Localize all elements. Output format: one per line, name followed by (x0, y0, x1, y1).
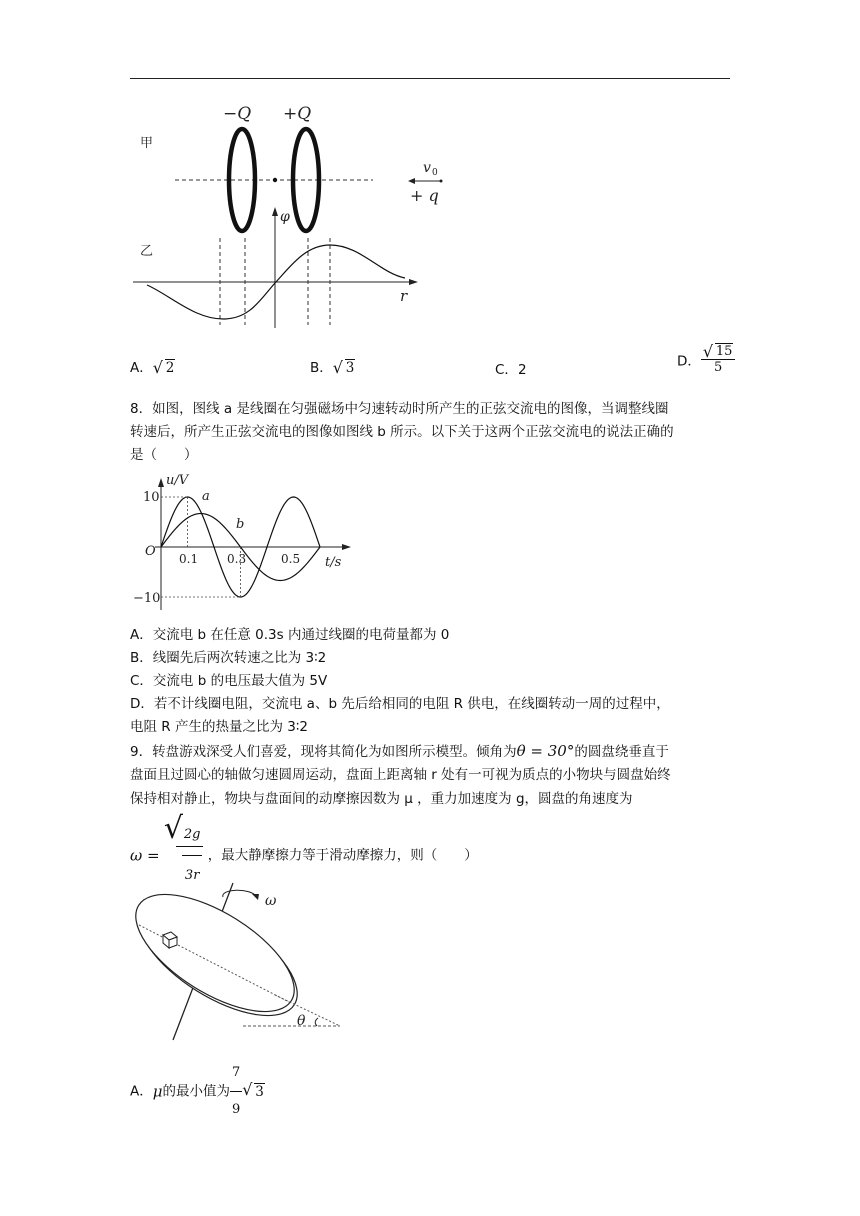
q8-stem-line2: 转速后，所产生正弦交流电的图像如图线 b 所示。以下关于这两个正弦交流电的说法正确的 (130, 424, 674, 440)
label-v0: v (423, 160, 431, 176)
q7-option-a[interactable]: A． √ 2 (130, 358, 175, 377)
q8-option-a[interactable]: A．交流电 b 在任意 0.3s 内通过线圈的电荷量都为 0 (130, 627, 450, 643)
q9-stem-line4: ω = √ $\frac{2g}{3r}$ ，最大静摩擦力等于滑动摩擦力，则（ ） (130, 811, 478, 883)
q8-option-b[interactable]: B．线圈先后两次转速之比为 3∶2 (130, 650, 327, 666)
curve-a-label: a (202, 489, 210, 504)
q9-option-a[interactable]: A．μ的最小值为 $\frac{7}{9}$ √ 3 (130, 1055, 265, 1128)
q9-stem-line3: 保持相对静止，物块与盘面间的动摩擦因数为 μ ，重力加速度为 g，圆盘的角速度为 (130, 791, 633, 807)
y-tick-neg10: −10 (133, 591, 161, 606)
label-v0-sub: 0 (432, 168, 438, 178)
q8-stem-line3: 是（ ） (130, 447, 198, 463)
q8-chart (125, 470, 355, 615)
label-phi: φ (280, 209, 290, 225)
q8-option-c[interactable]: C．交流电 b 的电压最大值为 5V (130, 673, 328, 689)
q8-option-d-line1[interactable]: D．若不计线圈电阻，交流电 a、b 先后给相同的电阻 R 供电，在线圈转动一周的过程中， (130, 696, 670, 712)
label-jia: 甲 (140, 136, 154, 151)
label-pos-q: +Q (283, 104, 312, 124)
x-axis-label: t/s (325, 555, 342, 570)
center-dot (273, 178, 277, 182)
curve-b-label: b (236, 517, 245, 532)
theta-label: θ (297, 1013, 306, 1029)
header-rule (130, 78, 730, 79)
label-plus-q: + q (410, 186, 439, 205)
q8-option-d-line2: 电阻 R 产生的热量之比为 3∶2 (130, 719, 308, 735)
y-axis-label: u/V (166, 473, 189, 488)
x-tick-0.1: 0.1 (179, 552, 199, 566)
omega-label: ω (265, 893, 277, 909)
origin-label: O (145, 544, 156, 559)
q9-stem-line1: 9．转盘游戏深受人们喜爱，现将其简化为如图所示模型。倾角为θ = 30°的圆盘绕垂直于 (130, 742, 669, 760)
q7-figure (125, 95, 455, 340)
x-tick-0.3: 0.3 (227, 552, 247, 566)
q7-option-c[interactable]: C．2 (495, 362, 527, 378)
x-tick-0.5: 0.5 (281, 552, 301, 566)
label-neg-q: −Q (223, 104, 252, 124)
q7-option-d[interactable]: D． √ 15 5 (677, 344, 735, 375)
y-tick-10: 10 (143, 490, 160, 505)
q8-stem-line1: 8．如图，图线 a 是线圈在匀强磁场中匀速转动时所产生的正弦交流电的图像，当调整线圈 (130, 401, 669, 417)
label-r: r (400, 287, 408, 305)
q9-stem-line2: 盘面且过圆心的轴做匀速圆周运动，盘面上距离轴 r 处有一可视为质点的小物块与圆盘始终 (130, 767, 671, 783)
label-yi: 乙 (140, 244, 154, 259)
q7-option-b[interactable]: B． √ 3 (310, 358, 355, 377)
q9-turntable-figure (125, 875, 355, 1045)
